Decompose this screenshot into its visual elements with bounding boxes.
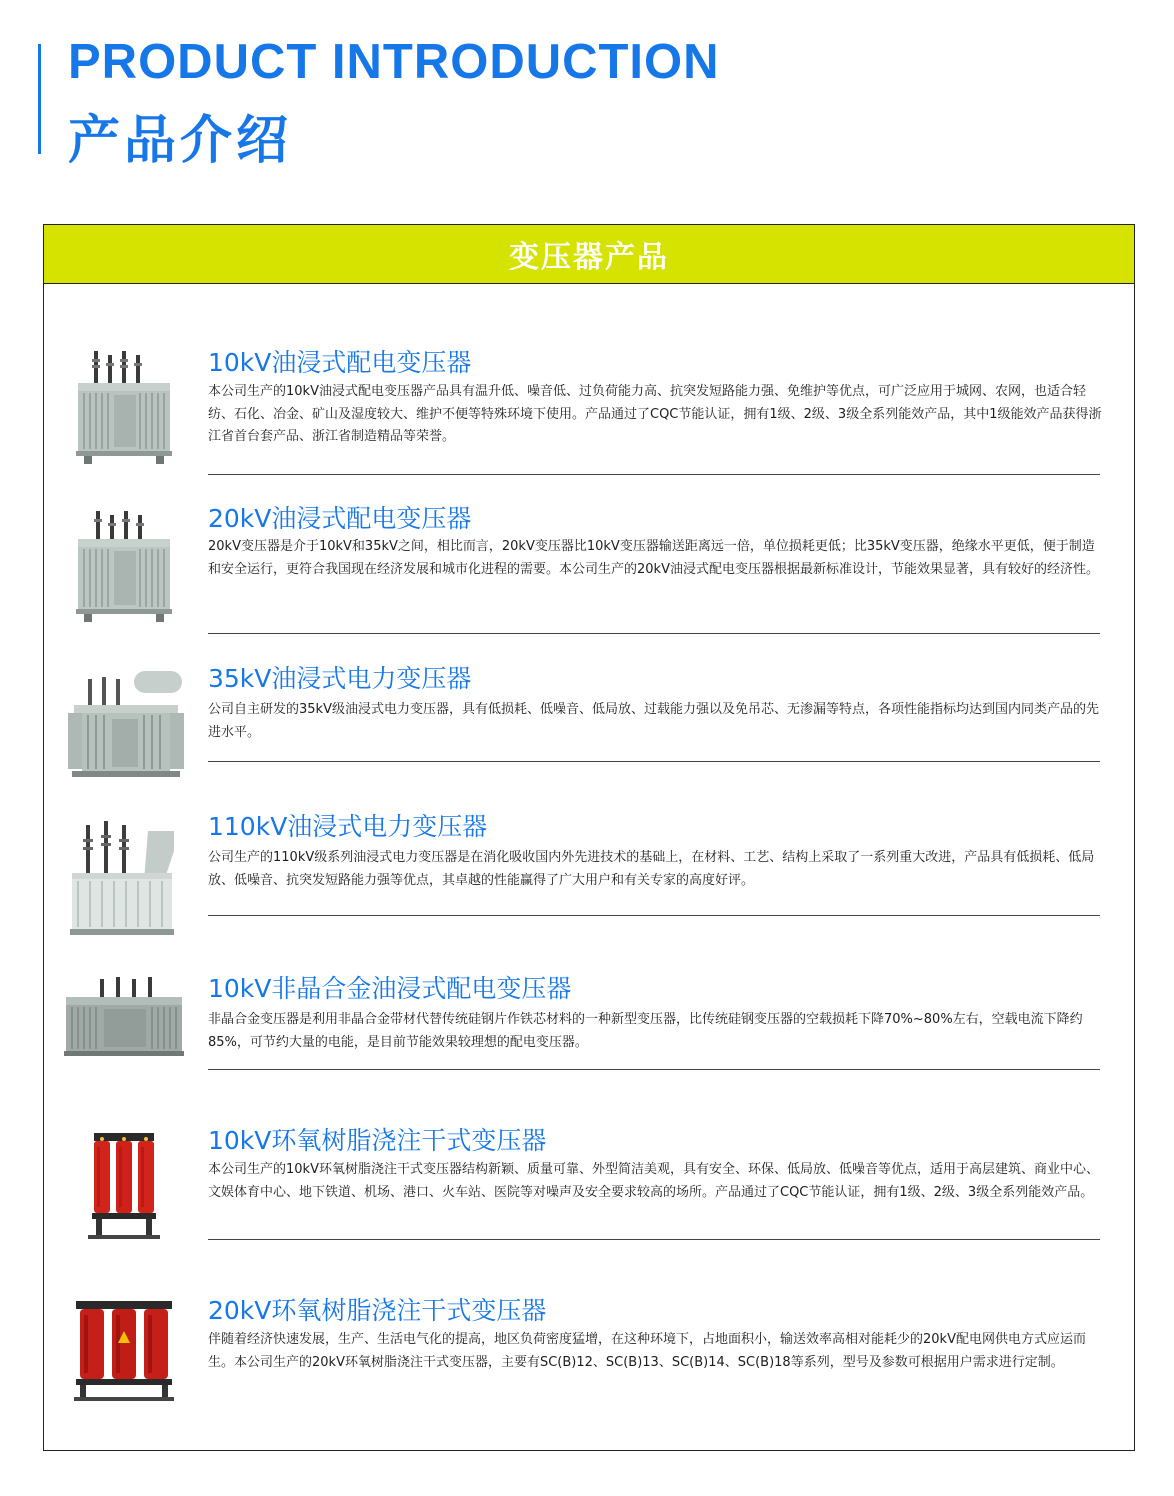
product-description: 本公司生产的10kV油浸式配电变压器产品具有温升低、噪音低、过负荷能力高、抗突发短路能力强、免维护等优点，可广泛应用于城网、农网，也适合轻纺、石化、冶金、矿山及湿度较大、维护不便等特殊环境下使用。产品通过了CQC节能认证，拥有1级、2级、3级全系列能效产品，其中1级能效产品获得浙江省首台套产品、浙江省制造精品等荣誉。: [208, 384, 1102, 444]
amorphous-transformer-image: [64, 961, 184, 1081]
power-transformer-image: [64, 665, 184, 785]
product-panel: [43, 224, 1135, 1451]
product-title: 10kV非晶合金油浸式配电变压器: [208, 974, 572, 1003]
title-accent-bar: [38, 44, 41, 154]
item-divider: [208, 915, 1100, 916]
dry-type-transformer-image: [64, 1287, 184, 1407]
item-divider: [208, 474, 1100, 475]
product-description: 公司自主研发的35kV级油浸式电力变压器，具有低损耗、低噪音、低局放、过载能力强以及免吊芯、无渗漏等特点，各项性能指标均达到国内同类产品的先进水平。: [208, 702, 1099, 740]
item-divider: [208, 1239, 1100, 1240]
power-transformer-image: [64, 821, 184, 941]
product-title: 10kV油浸式配电变压器: [208, 348, 472, 377]
panel-header: [44, 225, 1134, 284]
item-divider: [208, 1069, 1100, 1070]
panel-title: 变压器产品: [509, 240, 669, 275]
product-description: 非晶合金变压器是利用非晶合金带材代替传统硅钢片作铁芯材料的一种新型变压器，比传统硅钢变压器的空载损耗下降70%~80%左右，空载电流下降约85%，可节约大量的电能，是目前节能效果较理想的配电变压器。: [208, 1012, 1083, 1050]
dry-type-transformer-image: [64, 1127, 184, 1247]
item-divider: [208, 761, 1100, 762]
page-title-english: PRODUCT INTRODUCTION: [68, 35, 720, 89]
product-title: 35kV油浸式电力变压器: [208, 664, 472, 693]
product-title: 20kV油浸式配电变压器: [208, 504, 472, 533]
product-title: 110kV油浸式电力变压器: [208, 812, 488, 841]
product-description: 20kV变压器是介于10kV和35kV之间，相比而言，20kV变压器比10kV变压器输送距离远一倍，单位损耗更低；比35kV变压器，绝缘水平更低，便于制造和安全运行，更符合我国现在经济发展和城市化进程的需要。本公司生产的20kV油浸式配电变压器根据最新标准设计，节能效果显著，具有较好的经济性。: [208, 539, 1099, 577]
oil-transformer-image: [64, 349, 184, 469]
product-title: 10kV环氧树脂浇注干式变压器: [208, 1126, 547, 1155]
product-description: 公司生产的110kV级系列油浸式电力变压器是在消化吸收国内外先进技术的基础上，在材料、工艺、结构上采取了一系列重大改进，产品具有低损耗、低局放、低噪音、抗突发短路能力强等优点，其卓越的性能赢得了广大用户和有关专家的高度好评。: [208, 850, 1095, 888]
page-title-chinese: 产品介绍: [68, 111, 293, 171]
item-divider: [208, 633, 1100, 634]
product-description: 伴随着经济快速发展，生产、生活电气化的提高，地区负荷密度猛增，在这种环境下，占地面积小，输送效率高相对能耗少的20kV配电网供电方式应运而生。本公司生产的20kV环氧树脂浇注干式变压器，主要有SC(B)12、SC(B)13、SC(B)14、SC(B)18等系列，型号及参数可根据用户需求进行定制。: [208, 1332, 1086, 1370]
product-title: 20kV环氧树脂浇注干式变压器: [208, 1296, 547, 1325]
product-description: 本公司生产的10kV环氧树脂浇注干式变压器结构新颖、质量可靠、外型简洁美观，具有安全、环保、低局放、低噪音等优点，适用于高层建筑、商业中心、文娱体育中心、地下铁道、机场、港口、火车站、医院等对噪声及安全要求较高的场所。产品通过了CQC节能认证，拥有1级、2级、3级全系列能效产品。: [208, 1162, 1099, 1200]
oil-transformer-image: [64, 507, 184, 627]
